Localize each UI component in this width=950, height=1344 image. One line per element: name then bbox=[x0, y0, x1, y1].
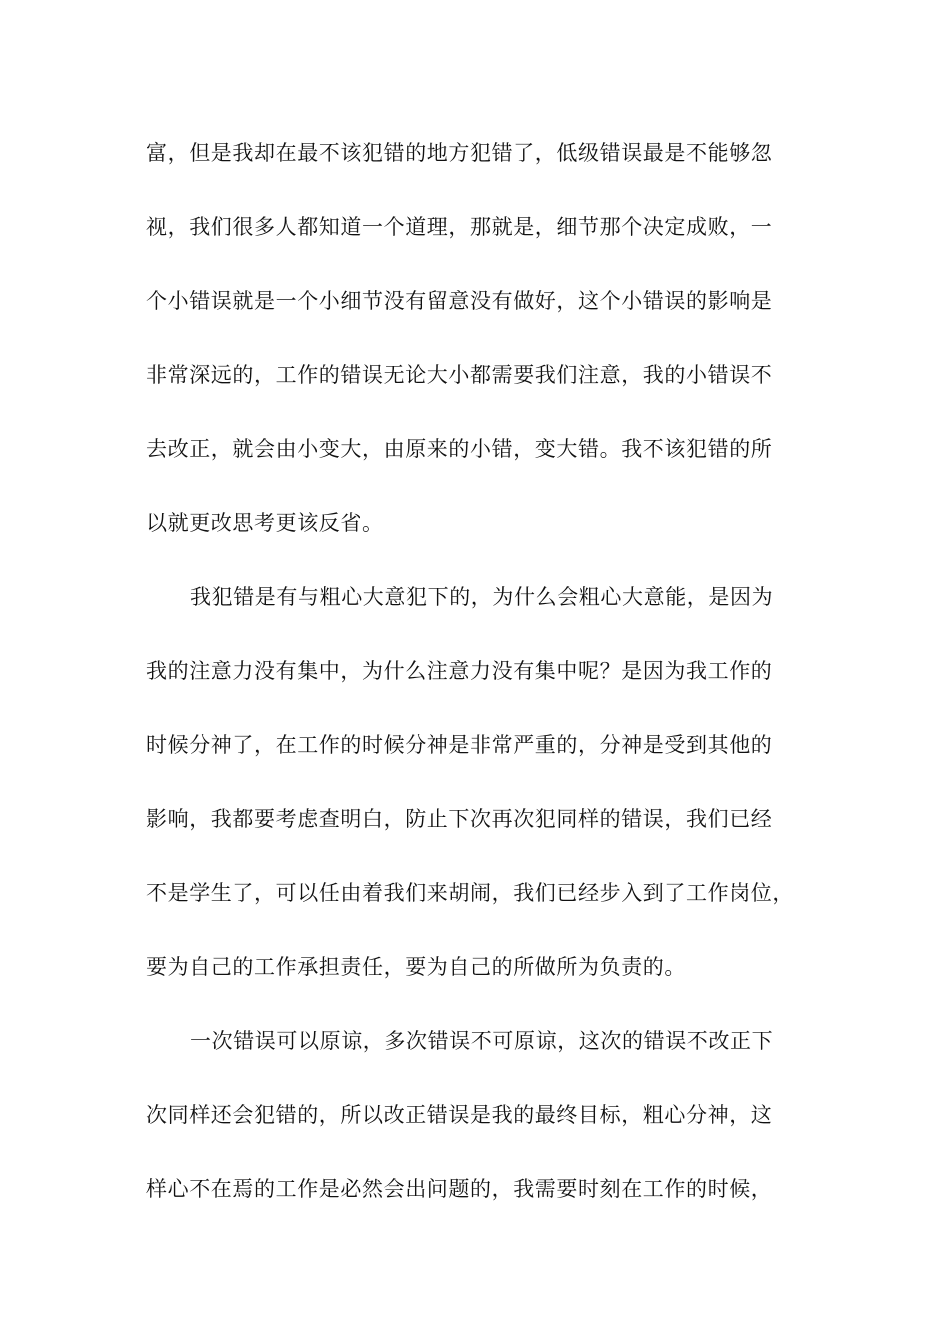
text-line: 富，但是我却在最不该犯错的地方犯错了，低级错误最是不能够忽 bbox=[146, 141, 773, 165]
text-line: 我的注意力没有集中，为什么注意力没有集中呢？是因为我工作的 bbox=[146, 659, 773, 683]
text-line: 视，我们很多人都知道一个道理，那就是，细节那个决定成败，一 bbox=[146, 215, 773, 239]
text-line: 时候分神了，在工作的时候分神是非常严重的，分神是受到其他的 bbox=[146, 733, 773, 757]
text-line: 要为自己的工作承担责任，要为自己的所做所为负责的。 bbox=[146, 955, 686, 979]
document-body bbox=[146, 131, 826, 1241]
text-line: 次同样还会犯错的，所以改正错误是我的最终目标，粗心分神，这 bbox=[146, 1103, 773, 1127]
text-line: 非常深远的，工作的错误无论大小都需要我们注意，我的小错误不 bbox=[146, 363, 773, 387]
text-line: 样心不在焉的工作是必然会出问题的，我需要时刻在工作的时候， bbox=[146, 1177, 773, 1201]
text-line: 个小错误就是一个小细节没有留意没有做好，这个小错误的影响是 bbox=[146, 289, 773, 313]
text-line: 去改正，就会由小变大，由原来的小错，变大错。我不该犯错的所 bbox=[146, 437, 773, 461]
text-line: 我犯错是有与粗心大意犯下的，为什么会粗心大意能，是因为 bbox=[190, 585, 774, 609]
paragraph-2 bbox=[146, 575, 826, 1019]
text-line: 影响，我都要考虑查明白，防止下次再次犯同样的错误，我们已经 bbox=[146, 807, 773, 831]
paragraph-3 bbox=[146, 1019, 826, 1241]
text-line: 以就更改思考更该反省。 bbox=[146, 511, 384, 535]
text-line: 不是学生了，可以任由着我们来胡闹，我们已经步入到了工作岗位， bbox=[146, 881, 794, 905]
text-line: 一次错误可以原谅，多次错误不可原谅，这次的错误不改正下 bbox=[190, 1029, 774, 1053]
paragraph-1 bbox=[146, 131, 826, 575]
